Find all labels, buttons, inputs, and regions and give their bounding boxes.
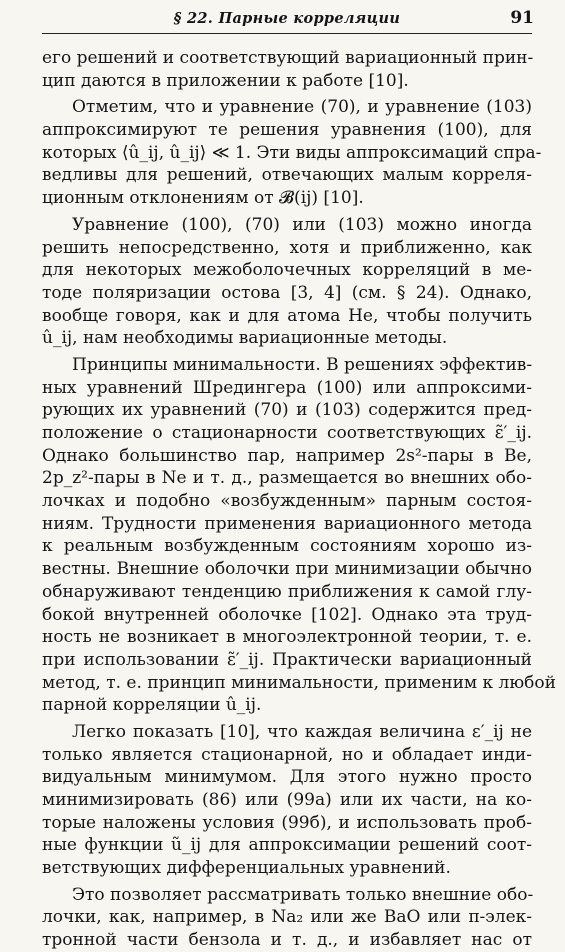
body-text: [42, 47, 556, 952]
text-line: вестны. Внешние оболочки при минимизации обычно: [42, 559, 532, 580]
text-line: û_ij, нам необходимы вариационные методы.: [42, 328, 448, 349]
text-line: Уравнение (100), (70) или (103) можно иногда: [72, 214, 532, 235]
text-line: тоде поляризации остова [3, 4] (см. § 24). Однако,: [42, 282, 532, 303]
text-line: решить непосредственно, хотя и приближенно, как: [42, 237, 532, 258]
text-line: ветствующих дифференциальных уравнений.: [42, 858, 451, 879]
text-line: Однако большинство пар, например 2s²-пары в Be,: [42, 445, 532, 466]
text-line: торые наложены условия (99б), и использовать проб-: [42, 812, 532, 833]
header-rule: [42, 33, 532, 34]
text-line: обнаруживают тенденцию приближения к самой глу-: [42, 581, 532, 602]
text-line: ные функции ũ_ij для аппроксимации решений соот-: [42, 835, 532, 856]
text-line: положение о стационарности соответствующих ε̃′_ij.: [42, 423, 532, 443]
text-line: рующих их уравнений (70) и (103) содержится пред-: [42, 400, 532, 421]
text-line: ниям. Трудности применения вариационного метода: [42, 513, 532, 534]
text-line: его решений и соответствующий вариационный прин-: [42, 48, 534, 68]
text-line: к реальным возбужденным состояниям хорошо из-: [42, 536, 532, 557]
text-line: метод, т. е. принцип минимальности, применим к любой: [42, 672, 556, 693]
text-line: Легко показать [10], что каждая величина ε′_ij не: [72, 721, 532, 742]
page-number: 91: [510, 8, 534, 28]
text-line: лочки, как, например, в Na₂ или же BaO или π-элек-: [42, 907, 532, 928]
text-line: только является стационарной, но и обладает инди-: [42, 744, 532, 765]
text-line: цип даются в приложении к работе [10].: [42, 70, 409, 91]
text-line: ность не возникает в многоэлектронной теории, т. е.: [42, 627, 532, 648]
text-line: ведливы для решений, отвечающих малым корреля-: [42, 165, 532, 186]
text-line: вообще говоря, как и для атома He, чтобы получить: [42, 305, 532, 326]
text-line: которых ⟨û_ij, û_ij⟩ ≪ 1. Эти виды аппроксимаций спра-: [42, 142, 542, 163]
text-line: 2p_z²-пары в Ne и т. д., размещается во внешних обо-: [42, 468, 532, 489]
text-line: бокой внутренней оболочке [102]. Однако эта труд-: [42, 604, 532, 625]
text-line: тронной части бензола и т. д., и избавляет нас от: [42, 930, 532, 951]
text-line: аппроксимируют те решения уравнения (100), для: [42, 120, 532, 141]
header-title: § 22. Парные корреляции: [173, 10, 401, 27]
text-line: Отметим, что и уравнение (70), и уравнение (103): [72, 97, 532, 118]
text-line: лочках и подобно «возбужденным» парным состоя-: [42, 491, 532, 512]
running-header: [42, 6, 532, 32]
text-line: Принципы минимальности. В решениях эффектив-: [72, 354, 533, 375]
text-line: парной корреляции û_ij.: [42, 695, 262, 716]
text-line: ционным отклонениям от 𝓑(ij) [10].: [42, 188, 364, 209]
text-line: видуальным минимумом. Для этого нужно просто: [42, 767, 532, 788]
text-line: ных уравнений Шредингера (100) или аппроксими-: [42, 377, 532, 398]
text-line: для некоторых межоболочечных корреляций в ме-: [42, 260, 532, 281]
text-line: Это позволяет рассматривать только внешние обо-: [72, 884, 534, 905]
text-line: при использовании ε̃′_ij. Практически вариационный: [42, 649, 532, 670]
text-line: минимизировать (86) или (99a) или их части, на ко-: [42, 790, 532, 810]
